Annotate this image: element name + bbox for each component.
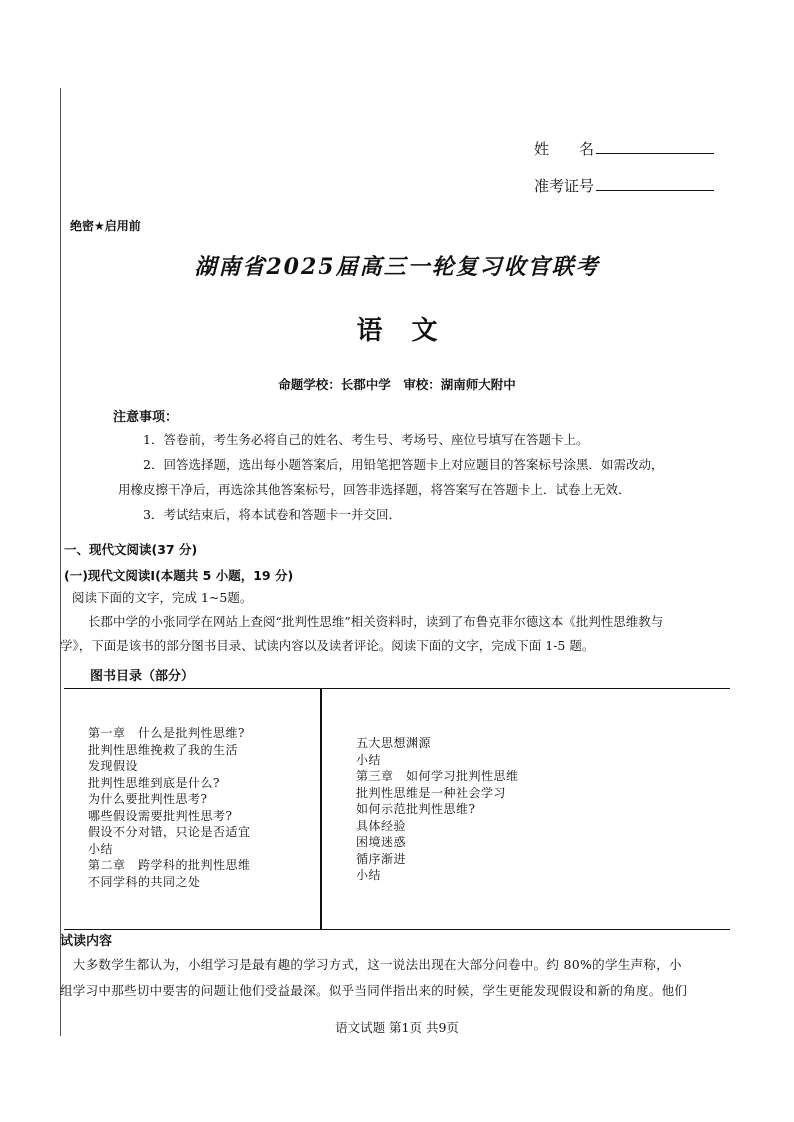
toc-item: 第二章 跨学科的批判性思维	[88, 858, 251, 872]
notice-item: 1．答卷前，考生务必将自己的姓名、考生号、考场号、座位号填写在答题卡上。	[143, 432, 589, 447]
toc-item: 不同学科的共同之处	[88, 874, 201, 889]
toc-item: 如何示范批判性思维?	[356, 802, 476, 816]
toc-item: 循序渐进	[356, 851, 407, 866]
toc-item: 小结	[356, 868, 382, 882]
intro-line: 学》，下面是该书的部分图书目录、试读内容以及读者评论。阅读下面的文字，完成下面 1-5 题。	[60, 638, 595, 653]
toc-item: 第一章 什么是批判性思维?	[88, 726, 245, 740]
subsection-heading: (一)现代文阅读Ⅰ(本题共 5 小题，19 分)	[64, 568, 294, 583]
intro-line: 长郡中学的小张同学在网站上查阅“批判性思维”相关资料时，读到了布鲁克菲尔德这本《批判性思维教与	[88, 614, 664, 629]
subject-title: 语 文	[356, 316, 438, 346]
toc-item: 发现假设	[88, 759, 139, 773]
id-label: 准考证号	[534, 177, 595, 195]
instruction-text: 阅读下面的文字，完成 1~5题。	[72, 590, 253, 605]
toc-item: 批判性思维是一种社会学习	[356, 785, 507, 800]
id-field	[534, 175, 714, 196]
notice-item: 2．回答选择题，选出每小题答案后，用铅笔把答题卡上对应题目的答案标号涂黑．如需改动，	[143, 457, 664, 472]
page-footer: 语文试题 第1页 共9页	[335, 1020, 459, 1035]
toc-item: 小结	[88, 841, 114, 856]
name-field	[534, 138, 714, 159]
toc-item: 具体经验	[356, 818, 407, 833]
name-label: 姓 名	[534, 140, 595, 158]
left-margin-line	[60, 88, 61, 1036]
secret-mark: 绝密★启用前	[70, 219, 141, 233]
section-heading: 一、现代文阅读(37 分)	[64, 542, 198, 557]
toc-item: 困境迷惑	[356, 835, 407, 849]
notice-item: 用橡皮擦干净后，再选涂其他答案标号，回答非选择题，将答案写在答题卡上．试卷上无效．	[118, 482, 631, 497]
toc-divider	[320, 689, 322, 929]
exam-title: 湖南省2025届高三一轮复习收官联考	[194, 254, 600, 280]
toc-right-column	[356, 735, 519, 884]
schools-line: 命题学校：长郡中学 审校：湖南师大附中	[278, 377, 516, 392]
toc-item: 假设不分对错，只论是否适宜	[88, 825, 251, 839]
toc-item: 为什么要批判性思考?	[88, 792, 208, 806]
toc-item: 批判性思维挽救了我的生活	[88, 742, 239, 757]
toc-item: 小结	[356, 752, 382, 767]
trial-line: 组学习中那些切中要害的问题让他们受益最深。似乎当同伴指出来的时候，学生更能发现假设和新的角度。他们	[60, 983, 688, 998]
trial-text	[60, 952, 732, 1004]
trial-line: 大多数学生都认为，小组学习是最有趣的学习方式，这一说法出现在大部分问卷中。约 80%的学生声称，小	[60, 957, 682, 972]
trial-heading: 试读内容	[60, 934, 113, 949]
notice-heading: 注意事项：	[113, 410, 179, 425]
toc-heading: 图书目录（部分）	[90, 669, 195, 684]
toc-table	[64, 688, 730, 930]
name-blank[interactable]	[596, 139, 714, 154]
toc-item: 批判性思维到底是什么?	[88, 775, 220, 790]
toc-item: 哪些假设需要批判性思考?	[88, 808, 233, 823]
toc-left-column	[88, 725, 251, 890]
toc-item: 第三章 如何学习批判性思维	[356, 769, 519, 783]
id-blank[interactable]	[596, 176, 714, 191]
toc-item: 五大思想渊源	[356, 736, 432, 750]
notice-item: 3．考试结束后，将本试卷和答题卡一并交回．	[143, 507, 401, 522]
